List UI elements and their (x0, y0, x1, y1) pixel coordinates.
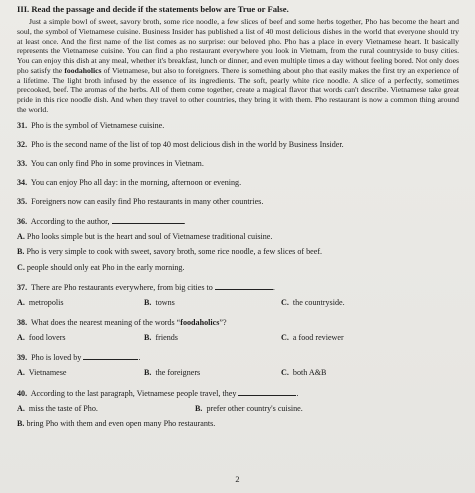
question-number: 32. (17, 139, 28, 149)
answer-blank[interactable] (83, 352, 141, 362)
option-letter: A. (17, 403, 25, 413)
q37-option-b[interactable] (144, 298, 175, 309)
answer-blank[interactable] (112, 216, 184, 224)
question-39 (17, 352, 463, 364)
question-text: You can enjoy Pho all day: in the morning, afternoon or evening. (30, 177, 242, 187)
question-number: 37. (17, 283, 28, 292)
option-letter: A. (17, 332, 25, 342)
q40-option-b-second[interactable] (17, 419, 463, 430)
option-letter: C. (281, 298, 289, 307)
question-38 (17, 318, 463, 329)
question-40 (17, 388, 463, 400)
question-36 (17, 216, 463, 228)
question-33 (17, 159, 463, 170)
question-number: 36. (17, 216, 28, 226)
answer-blank[interactable] (215, 282, 273, 290)
question-text: You can only find Pho in some provinces in Vietnam. (30, 158, 204, 168)
option-text: metropolis (28, 298, 64, 307)
option-letter: C. (17, 262, 25, 272)
question-text: There are Pho restaurants everywhere, from big cities to (31, 283, 215, 292)
reading-passage (17, 17, 459, 115)
option-letter: A. (17, 368, 25, 377)
question-text: Pho is the second name of the list of top 40 most delicious dish in the world by Business Insider. (31, 139, 344, 149)
option-text: friends (155, 332, 178, 342)
question-text: According to the last paragraph, Vietnamese people travel, they (30, 388, 239, 398)
q37-options (17, 298, 463, 309)
option-text: both A&B (292, 368, 327, 377)
question-text: What does the nearest meaning of the words “ (31, 317, 181, 327)
question-number: 39. (17, 353, 28, 362)
q40-options (17, 404, 463, 415)
q38-options (17, 333, 463, 344)
option-text: the foreigners (155, 368, 201, 377)
question-text: Pho is loved by (31, 353, 84, 362)
question-text-end: ”? (219, 317, 227, 327)
section-heading: III. Read the passage and decide if the statements below are True or False. (17, 4, 289, 14)
question-number: 34. (17, 177, 28, 187)
question-trail: . (138, 353, 141, 362)
question-trail: . (296, 388, 299, 398)
q37-option-c[interactable] (281, 298, 345, 309)
option-text: Pho is very simple to cook with sweet, savory broth, some rice noodle, a few slices of beef. (26, 247, 323, 256)
question-number: 33. (17, 158, 28, 168)
option-text: people should only eat Pho in the early morning. (26, 262, 185, 272)
q39-option-b[interactable] (144, 368, 200, 379)
option-text: the countryside. (292, 298, 345, 307)
question-number: 35. (17, 196, 28, 206)
option-text: bring Pho with them and even open many Pho restaurants. (26, 419, 216, 428)
option-letter: B. (195, 403, 203, 413)
option-letter: B. (144, 332, 152, 342)
question-31 (17, 121, 463, 132)
question-trail: . (183, 216, 186, 226)
q39-option-a[interactable] (17, 368, 66, 379)
question-32 (17, 140, 463, 151)
q36-option-b[interactable] (17, 247, 463, 258)
question-number: 31. (17, 120, 28, 130)
question-text: Pho is the symbol of Vietnamese cuisine. (31, 120, 165, 130)
page-number: 2 (235, 475, 240, 484)
q38-option-c[interactable] (281, 333, 344, 344)
passage-text-2: of Vietnamese, but also to foreigners. There is something about pho that easily makes the first try an experience of a lifetime. The light broth infused by the essence of its ingredients. The soft, pearly white rice noodle. A slice of a perfectly, sometimes precooked, beef. The aromas of the herbs. All of them come together, create a magical flavor that words can't describe. Vietnamese take great pride in this rice noodle dish. And when they travel to other countries, they bring it with them. Pho restaurant is now a common thing around the world. (17, 65, 459, 114)
q37-option-a[interactable] (17, 298, 64, 309)
answer-blank[interactable] (238, 388, 299, 398)
option-text: towns (155, 298, 175, 307)
question-number: 40. (17, 388, 28, 398)
option-letter: A. (17, 298, 25, 307)
question-37 (17, 282, 463, 294)
q39-option-c[interactable] (281, 368, 326, 379)
option-letter: B. (144, 298, 152, 307)
question-34 (17, 178, 463, 189)
option-letter: B. (17, 247, 25, 256)
question-bold-word: foodaholics (180, 317, 220, 327)
option-text: food lovers (28, 332, 66, 342)
question-35 (17, 197, 463, 208)
option-text: Pho looks simple but is the heart and soul of Vietnamese traditional cuisine. (26, 231, 273, 241)
question-text: According to the author, (30, 216, 112, 226)
question-trail: . (272, 283, 275, 292)
q40-option-b[interactable] (195, 404, 303, 415)
q40-option-a[interactable] (17, 404, 98, 415)
option-text: a food reviewer (292, 332, 344, 342)
q36-option-c[interactable] (17, 263, 463, 274)
option-letter: C. (281, 368, 289, 377)
option-letter: C. (281, 332, 289, 342)
passage-text-1: Just a simple bowl of sweet, savory broth, some rice noodle, a few slices of beef and some herbs together, Pho has become the heart and soul, the symbol of Vietnamese cuisine. Business Insider has published a list of 40 most delicious dishes in the world that everyone should try at least once. And the first name of the list comes as no surprise: our beloved pho. Pho has a place in every Vietnamese heart. It basically represents the Vietnamese cuisine. You can find a pho restaurant everywhere you look in Vietnam, from the rural countryside to busy cities. You can enjoy this dish at any meal, whether it's breakfast, lunch or dinner, and even multiple times a day without feeling bored. Not only does pho satisfy the (17, 17, 459, 75)
option-letter: B. (17, 419, 25, 428)
q38-option-a[interactable] (17, 333, 66, 344)
option-letter: B. (144, 368, 152, 377)
passage-bold-word: foodaholics (64, 65, 102, 75)
question-number: 38. (17, 317, 28, 327)
option-letter: A. (17, 231, 25, 241)
q38-option-b[interactable] (144, 333, 178, 344)
option-text: miss the taste of Pho. (28, 403, 98, 413)
question-text: Foreigners now can easily find Pho restaurants in many other countries. (31, 196, 264, 206)
q39-options (17, 368, 463, 379)
option-text: Vietnamese (28, 368, 67, 377)
option-text: prefer other country's cuisine. (206, 403, 303, 413)
q36-option-a[interactable] (17, 232, 463, 243)
